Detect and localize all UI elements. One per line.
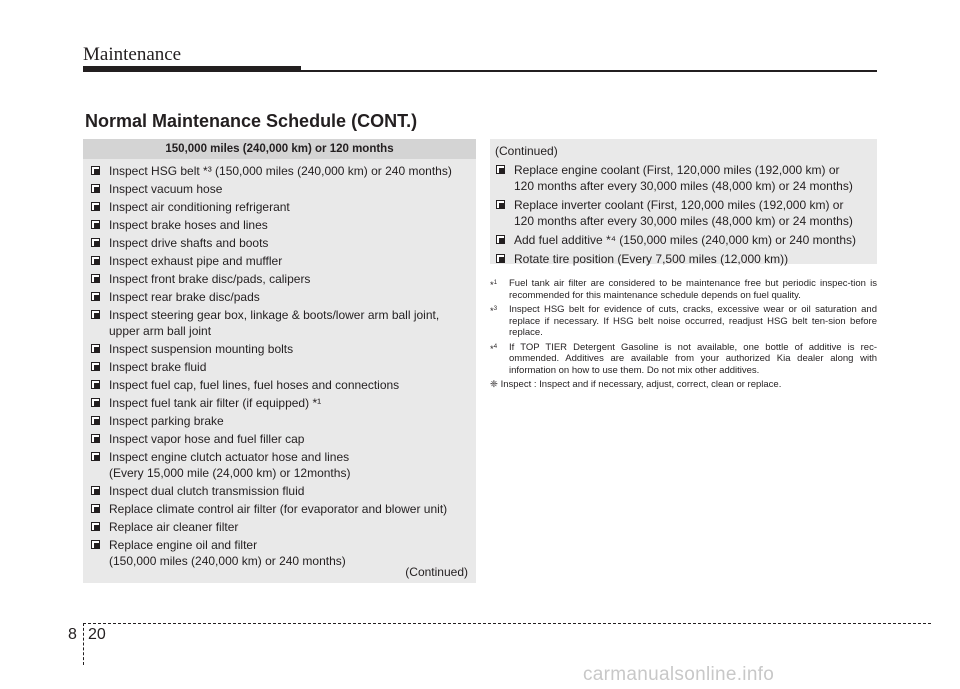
footnote-text: If TOP TIER Detergent Gasoline is not available, one bottle of additive is rec-ommended. Additives are available from your authorized Kia dealer along with information on how to use them. Do not mix other additives.: [509, 341, 877, 376]
checklist-item: [91, 271, 476, 287]
checklist-item: [91, 519, 476, 535]
checklist-item: [91, 431, 476, 447]
checkbox-icon: [91, 486, 100, 495]
checkbox-icon: [91, 504, 100, 513]
footnote-text: Fuel tank air filter are considered to be maintenance free but periodic inspec-tion is recommended for this maintenance schedule depends on fuel quality.: [509, 278, 877, 301]
continued-heading: (Continued): [495, 144, 558, 158]
checkbox-icon: [91, 362, 100, 371]
checklist-item-text: Inspect parking brake: [109, 414, 224, 428]
checklist-item-text: Inspect drive shafts and boots: [109, 236, 269, 250]
checklist-item-text: Inspect front brake disc/pads, calipers: [109, 272, 311, 286]
checklist-item-text: Replace engine oil and filter (150,000 miles (240,000 km) or 240 months): [109, 538, 346, 568]
checkbox-icon: [91, 184, 100, 193]
checklist-item-text: Inspect suspension mounting bolts: [109, 342, 294, 356]
checklist-item-text: Inspect vapor hose and fuel filler cap: [109, 432, 305, 446]
checklist-item-text: Rotate tire position (Every 7,500 miles (12,000 km)): [514, 252, 789, 266]
checkbox-icon: [91, 452, 100, 461]
checklist-item-text: Inspect vacuum hose: [109, 182, 223, 196]
checklist-item: [91, 395, 476, 411]
checkbox-icon: [91, 380, 100, 389]
checkbox-icon: [91, 398, 100, 407]
footnote-marker: *$^3$: [490, 306, 498, 318]
continued-label: (Continued): [405, 565, 468, 579]
checkbox-icon: [496, 165, 505, 174]
checklist-item-text: Add fuel additive *⁴ (150,000 miles (240,000 km) or 240 months): [514, 233, 857, 247]
checklist-item-text: Inspect dual clutch transmission fluid: [109, 484, 305, 498]
checklist-item: [91, 413, 476, 429]
header-rule-thin: [301, 70, 877, 72]
left-item-list: [83, 159, 476, 569]
footnote: [490, 342, 877, 377]
checkbox-icon: [91, 344, 100, 353]
checkbox-icon: [496, 235, 505, 244]
checkbox-icon: [91, 416, 100, 425]
checklist-item-text: Inspect fuel tank air filter (if equipped) *¹: [109, 396, 322, 410]
checkbox-icon: [91, 522, 100, 531]
checklist-item-text: Replace climate control air filter (for evaporator and blower unit): [109, 502, 448, 516]
checkbox-icon: [91, 292, 100, 301]
checklist-item-text: Inspect exhaust pipe and muffler: [109, 254, 283, 268]
checkbox-icon: [91, 202, 100, 211]
footnote-marker: *$^4$: [490, 343, 498, 355]
checklist-item: [496, 232, 877, 248]
page-number: 20: [88, 626, 106, 643]
header-rule-thick: [83, 66, 301, 72]
checklist-item: [496, 162, 877, 194]
checklist-item: [91, 199, 476, 215]
footnotes: [490, 278, 877, 391]
checkbox-icon: [91, 256, 100, 265]
checkbox-icon: [91, 310, 100, 319]
checkbox-icon: [91, 434, 100, 443]
checklist-item-text: Inspect HSG belt *³ (150,000 miles (240,000 km) or 240 months): [109, 164, 452, 178]
checklist-item-text: Inspect brake fluid: [109, 360, 207, 374]
checklist-item-text: Inspect steering gear box, linkage & boots/lower arm ball joint, upper arm ball joint: [109, 308, 440, 338]
checklist-item: [91, 217, 476, 233]
checklist-item-text: Replace engine coolant (First, 120,000 miles (192,000 km) or 120 months after every 30,000 miles (48,000 km) or 24 months): [514, 163, 853, 193]
checklist-item: [91, 501, 476, 517]
checklist-item: [91, 181, 476, 197]
checklist-item-text: Replace air cleaner filter: [109, 520, 239, 534]
footnote-text: Inspect HSG belt for evidence of cuts, cracks, excessive wear or oil saturation and replace if necessary. If HSG belt noise occurred, readjust HSG belt ten-sion before replace.: [509, 304, 877, 338]
checklist-item-text: Inspect brake hoses and lines: [109, 218, 268, 232]
watermark: carmanualsonline.info: [583, 664, 775, 685]
checklist-item-text: Inspect rear brake disc/pads: [109, 290, 260, 304]
checklist-item-text: Replace inverter coolant (First, 120,000 miles (192,000 km) or 120 months after every 30,000 miles (48,000 km) or 24 months): [514, 198, 853, 228]
checklist-item: [91, 359, 476, 375]
checkbox-icon: [91, 220, 100, 229]
checklist-item: [91, 483, 476, 499]
section-title: Normal Maintenance Schedule (CONT.): [85, 111, 418, 131]
checklist-item: [91, 289, 476, 305]
checkbox-icon: [91, 540, 100, 549]
footnote: [490, 278, 877, 301]
inspect-note: ❈ Inspect : Inspect and if necessary, adjust, correct, clean or replace.: [490, 379, 782, 390]
checklist-item: [496, 251, 877, 267]
checkbox-icon: [496, 200, 505, 209]
footnote-marker: *$^1$: [490, 280, 498, 292]
chapter-number: 8: [68, 626, 77, 643]
checkbox-icon: [496, 254, 505, 263]
right-item-list: [490, 162, 877, 267]
checkbox-icon: [91, 274, 100, 283]
schedule-left-panel: [83, 139, 476, 583]
footer-rule: [83, 623, 931, 624]
checkbox-icon: [91, 166, 100, 175]
interval-heading: 150,000 miles (240,000 km) or 120 months: [83, 139, 476, 159]
footnote: [490, 304, 877, 339]
checklist-item-text: Inspect fuel cap, fuel lines, fuel hoses and connections: [109, 378, 400, 392]
checklist-item: [496, 197, 877, 229]
checkbox-icon: [91, 238, 100, 247]
checklist-item: [91, 341, 476, 357]
checklist-item-text: Inspect engine clutch actuator hose and lines (Every 15,000 mile (24,000 km) or 12months): [109, 450, 351, 480]
checklist-item-text: Inspect air conditioning refrigerant: [109, 200, 290, 214]
checklist-item: [91, 449, 476, 481]
schedule-right-panel: [490, 139, 877, 264]
page-header-title: Maintenance: [83, 44, 182, 65]
checklist-item: [91, 253, 476, 269]
checklist-item: [91, 163, 476, 179]
footer-divider: [83, 623, 84, 665]
checklist-item: [91, 307, 476, 339]
checklist-item: [91, 377, 476, 393]
checklist-item: [91, 235, 476, 251]
